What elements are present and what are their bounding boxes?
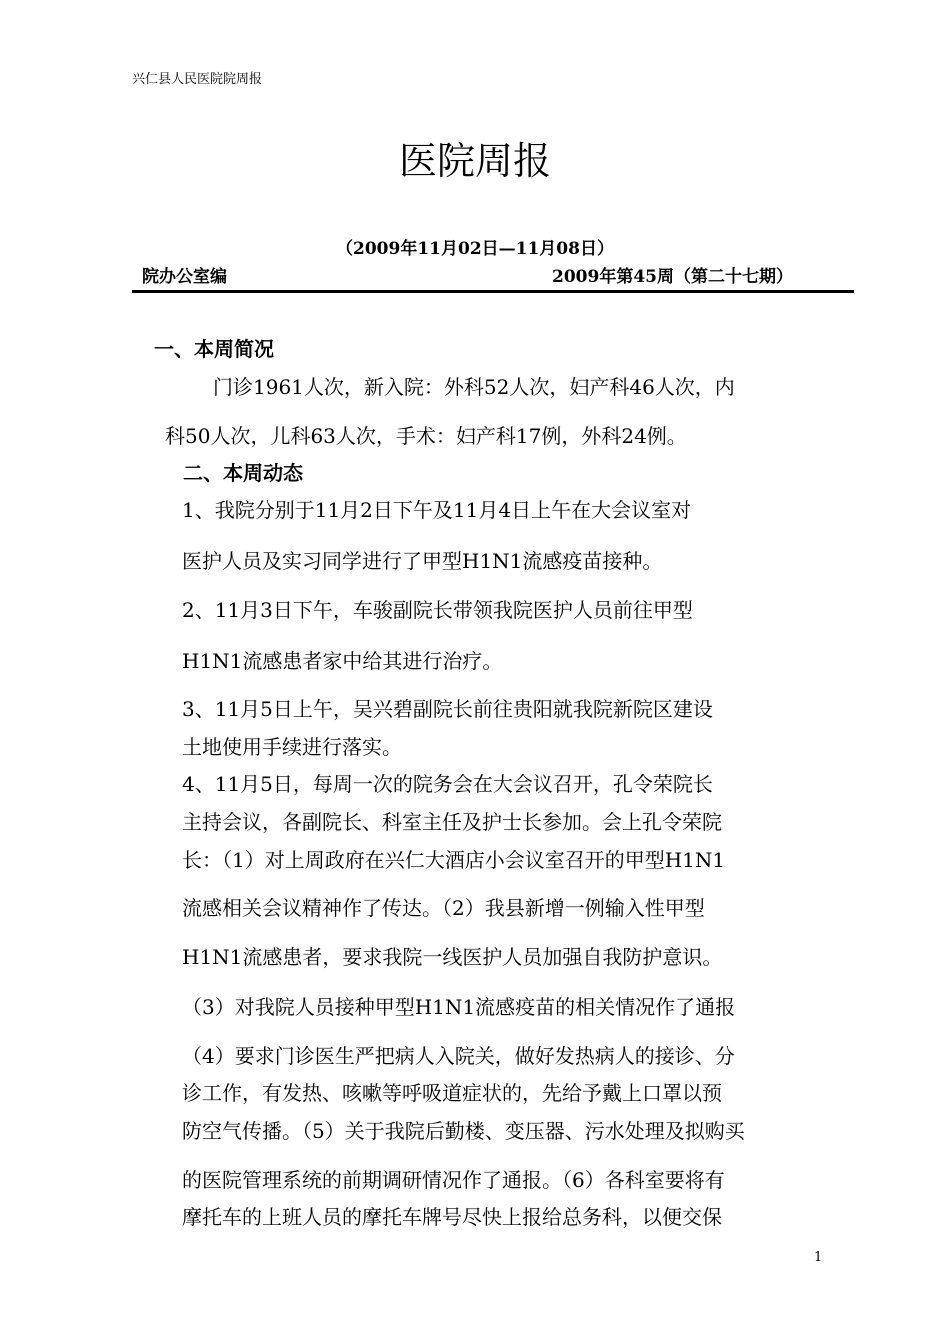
news-line: 土地使用手续进行落实。 [182, 735, 402, 759]
news-line: 2、11月3日下午，车骏副院长带领我院医护人员前往甲型 [182, 598, 693, 622]
news-line: 防空气传播。（5）关于我院后勤楼、变压器、污水处理及拟购买 [182, 1119, 745, 1143]
editor-line: 院办公室编 [142, 267, 227, 287]
page-number: 1 [814, 1250, 823, 1265]
news-line: 1、我院分别于11月2日下午及11月4日上午在大会议室对 [182, 498, 692, 522]
news-line: H1N1流感患者家中给其进行治疗。 [182, 649, 503, 673]
news-line: H1N1流感患者，要求我院一线医护人员加强自我防护意识。 [182, 945, 723, 969]
news-line: 摩托车的上班人员的摩托车牌号尽快上报给总务科，以便交保 [182, 1205, 722, 1229]
news-line: 的医院管理系统的前期调研情况作了通报。（6）各科室要将有 [182, 1168, 725, 1192]
summary-line: 门诊1961人次，新入院：外科52人次，妇产科46人次，内 [213, 375, 735, 399]
summary-line: 科50人次，儿科63人次，手术：妇产科17例，外科24例。 [165, 424, 687, 448]
news-line: 流感相关会议精神作了传达。（2）我县新增一例输入性甲型 [182, 896, 705, 920]
section-heading-summary: 一、本周简况 [154, 337, 274, 361]
news-line: 3、11月5日上午，吴兴碧副院长前往贵阳就我院新院区建设 [182, 697, 713, 721]
header-divider [132, 290, 854, 293]
date-range: （2009年11月02日—11月08日） [336, 239, 614, 259]
issue-number: 2009年第45周（第二十七期） [552, 267, 793, 287]
page-title: 医院周报 [398, 139, 551, 183]
news-line: 诊工作，有发热、咳嗽等呼吸道症状的，先给予戴上口罩以预 [182, 1081, 722, 1105]
section-heading-news: 二、本周动态 [183, 461, 303, 485]
news-line: （3）对我院人员接种甲型H1N1流感疫苗的相关情况作了通报 [182, 995, 736, 1019]
news-line: 医护人员及实习同学进行了甲型H1N1流感疫苗接种。 [182, 549, 663, 573]
news-line: 主持会议，各副院长、科室主任及护士长参加。会上孔令荣院 [182, 810, 722, 834]
running-header: 兴仁县人民医院院周报 [132, 72, 263, 87]
news-line: 长：（1）对上周政府在兴仁大酒店小会议室召开的甲型H1N1 [182, 848, 726, 872]
news-line: 4、11月5日，每周一次的院务会在大会议召开，孔令荣院长 [182, 772, 713, 796]
news-line: （4）要求门诊医生严把病人入院关，做好发热病人的接诊、分 [182, 1044, 735, 1068]
